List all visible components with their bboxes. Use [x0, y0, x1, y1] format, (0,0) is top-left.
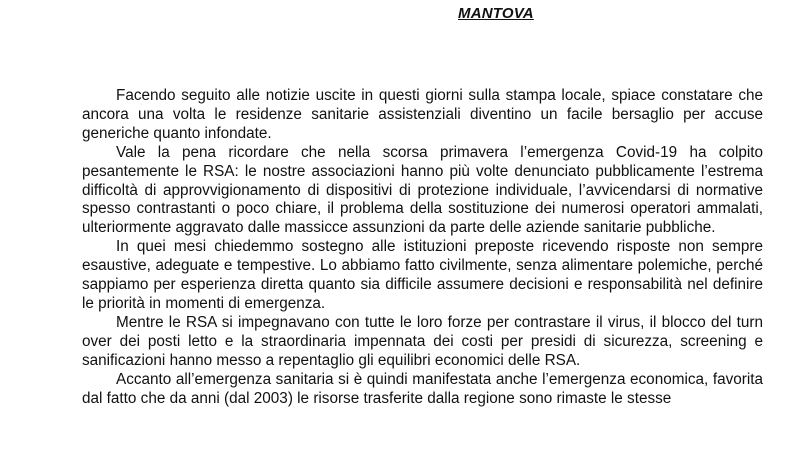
city-heading: MANTOVA [458, 5, 534, 22]
letter-body [82, 87, 763, 408]
paragraph-5: Accanto all’emergenza sanitaria si è quindi manifestata anche l’emergenza economica, favorita dal fatto che da anni (dal 2003) le risorse trasferite dalla regione sono rimaste le stesse [82, 370, 763, 407]
paragraph-2: Vale la pena ricordare che nella scorsa primavera l’emergenza Covid-19 ha colpito pesantemente le RSA: le nostre associazioni hanno più volte denunciato pubblicamente l’estrema difficoltà di approvvigionamento di dispositivi di protezione individuale, l’avvicendarsi di normative spesso contrastanti o poco chiare, il problema della sostituzione dei numerosi operatori ammalati, ulteriormente aggravato dalle massicce assunzioni da parte delle aziende sanitarie pubbliche. [82, 143, 763, 237]
paragraph-4: Mentre le RSA si impegnavano con tutte le loro forze per contrastare il virus, il blocco del turn over dei posti letto e la straordinaria impennata dei costi per presidi di sicurezza, screening e sanificazioni hanno messo a repentaglio gli equilibri economici delle RSA. [82, 313, 763, 369]
paragraph-1: Facendo seguito alle notizie uscite in questi giorni sulla stampa locale, spiace constatare che ancora una volta le residenze sanitarie assistenziali diventino un facile bersaglio per accuse generiche quanto infondate. [82, 87, 763, 142]
paragraph-3: In quei mesi chiedemmo sostegno alle istituzioni preposte ricevendo risposte non sempre esaustive, adeguate e tempestive. Lo abbiamo fatto civilmente, senza alimentare polemiche, perché sappiamo per esperienza diretta quanto sia difficile assumere decisioni e responsabilità nel definire le priorità in momenti di emergenza. [82, 238, 763, 312]
